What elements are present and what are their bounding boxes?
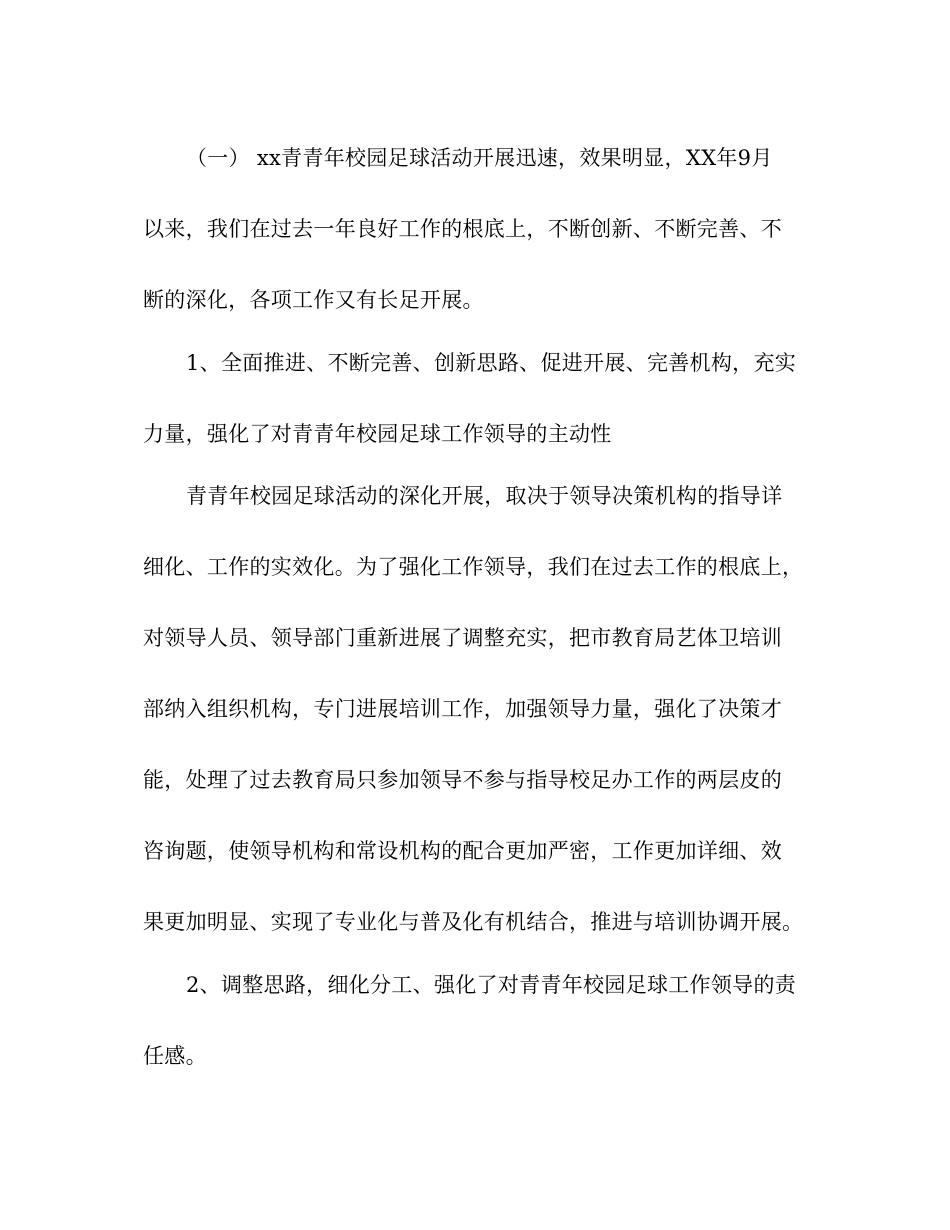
text-line: 果更加明显、实现了专业化与普及化有机结合，推进与培训协调开展。 (143, 910, 804, 934)
text-line: 1、全面推进、不断完善、创新思路、促进开展、完善机构，充实 (186, 351, 797, 375)
text-line: 部纳入组织机构，专门进展培训工作，加强领导力量，强化了决策才 (143, 697, 782, 721)
text-line: 任感。 (143, 1044, 207, 1068)
text-line: 对领导人员、领导部门重新进展了调整充实，把市教育局艺体卫培训 (143, 626, 782, 650)
text-line: 以来，我们在过去一年良好工作的根底上，不断创新、不断完善、不 (143, 217, 782, 241)
text-line: 力量，强化了对青青年校园足球工作领导的主动性 (143, 422, 612, 446)
text-line: 2、调整思路，细化分工、强化了对青青年校园足球工作领导的责 (186, 973, 797, 997)
text-line: 能，处理了过去教育局只参加领导不参与指导校足办工作的两层皮的 (143, 768, 782, 792)
text-line: 青青年校园足球活动的深化开展，取决于领导决策机构的指导详 (186, 484, 783, 508)
text-line: 细化、工作的实效化。为了强化工作领导，我们在过去工作的根底上， (143, 555, 804, 579)
text-line: （一） xx青青年校园足球活动开展迅速，效果明显，XX年9月 (186, 146, 773, 170)
text-line: 咨询题，使领导机构和常设机构的配合更加严密，工作更加详细、效 (143, 839, 782, 863)
text-line: 断的深化，各项工作又有长足开展。 (143, 288, 484, 312)
